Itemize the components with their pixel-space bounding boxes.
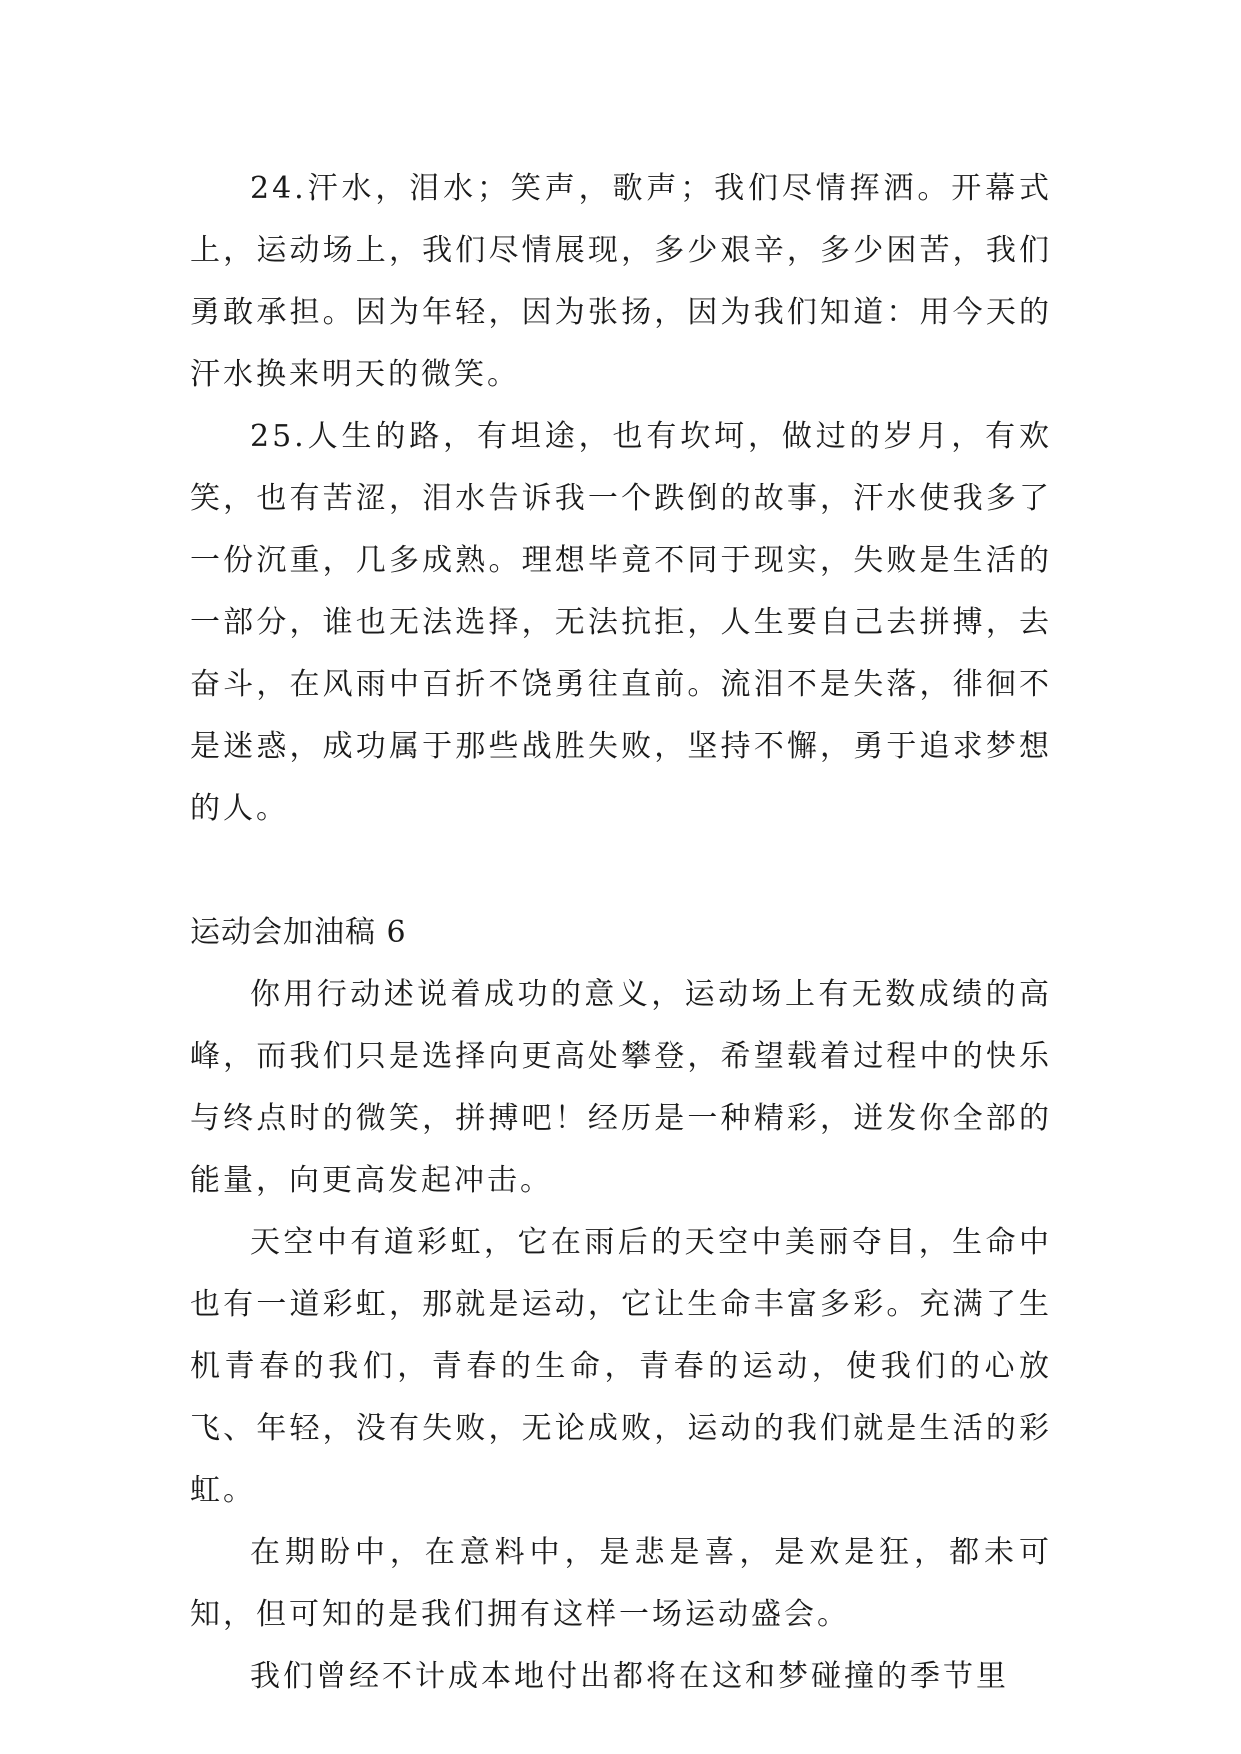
paragraph: 我们曾经不计成本地付出都将在这和梦碰撞的季节里 [250, 1659, 1009, 1694]
document-body [190, 158, 1052, 1708]
paragraph: 天空中有道彩虹，它在雨后的天空中美丽夺目，生命中也有一道彩虹，那就是运动，它让生命丰富多彩。充满了生机青春的我们，青春的生命，青春的运动，使我们的心放飞、年轻，没有失败，无论成败，运动的我们就是生活的彩虹。 [190, 1225, 1052, 1508]
paragraph-24: 24.汗水，泪水；笑声，歌声；我们尽情挥洒。开幕式上，运动场上，我们尽情展现，多少艰辛，多少困苦，我们勇敢承担。因为年轻，因为张扬，因为我们知道：用今天的汗水换来明天的微笑。 [190, 171, 1052, 392]
paragraph: 在期盼中，在意料中，是悲是喜，是欢是狂，都未可知，但可知的是我们拥有这样一场运动盛会。 [190, 1535, 1052, 1632]
paragraph: 你用行动述说着成功的意义，运动场上有无数成绩的高峰，而我们只是选择向更高处攀登，希望载着过程中的快乐与终点时的微笑，拼搏吧！经历是一种精彩，迸发你全部的能量，向更高发起冲击。 [190, 977, 1052, 1198]
paragraph-25: 25.人生的路，有坦途，也有坎坷，做过的岁月，有欢笑，也有苦涩，泪水告诉我一个跌倒的故事，汗水使我多了一份沉重，几多成熟。理想毕竟不同于现实，失败是生活的一部分，谁也无法选择，无法抗拒，人生要自己去拼搏，去奋斗，在风雨中百折不饶勇往直前。流泪不是失落，徘徊不是迷惑，成功属于那些战胜失败，坚持不懈，勇于追求梦想的人。 [190, 419, 1052, 826]
section-heading: 运动会加油稿 6 [190, 915, 407, 950]
